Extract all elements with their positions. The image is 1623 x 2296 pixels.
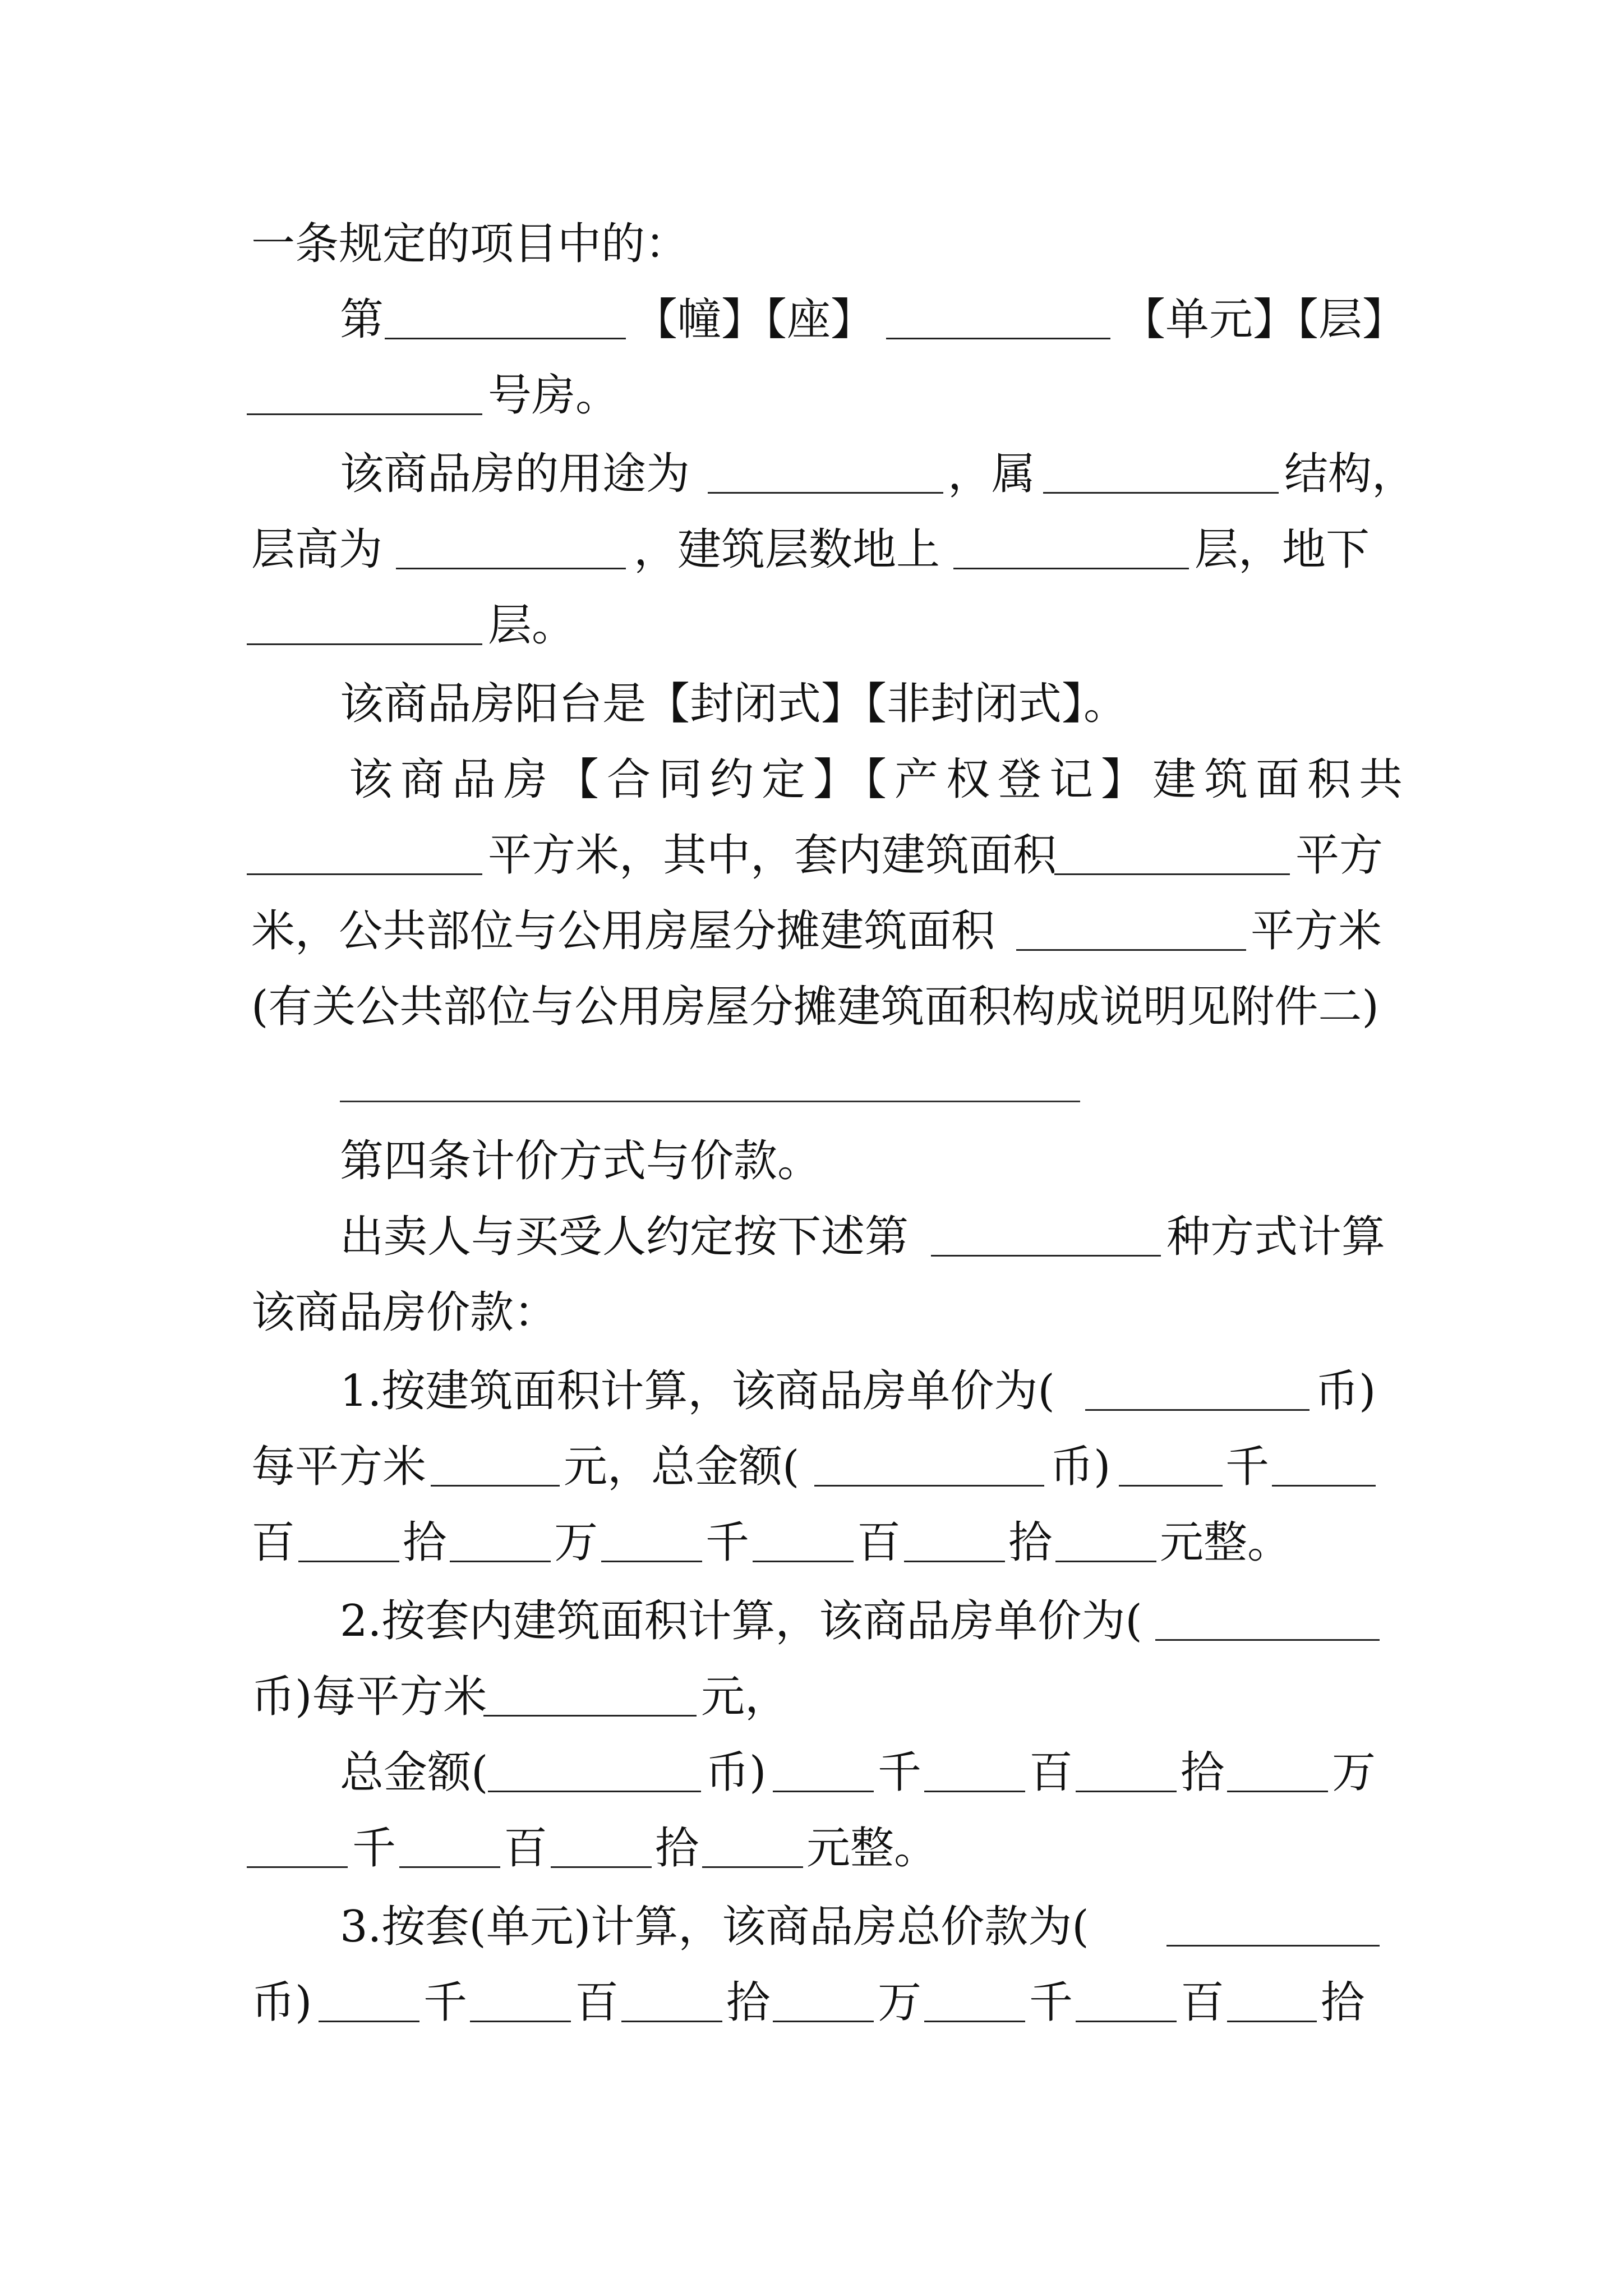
fill-blank[interactable] [431,1485,560,1487]
text-segment: 1.按建筑面积计算，该商品房单价为( [340,1366,1055,1416]
fill-blank[interactable] [1076,1791,1177,1792]
text-line [0,1203,1623,1271]
text-segment: 平方米，其中，套内建筑面积 [488,830,1057,881]
fill-blank[interactable] [773,1791,874,1792]
fill-blank[interactable] [1227,1791,1328,1792]
fill-blank[interactable] [931,1255,1161,1257]
text-segment: 千 [878,1747,922,1798]
fill-blank[interactable] [247,873,482,875]
text-line [0,362,1623,429]
text-segment: 百 [857,1517,901,1568]
text-segment: 层。 [488,600,576,651]
text-segment: 币) [251,1977,312,2028]
text-segment: 拾 [1321,1977,1365,2028]
text-segment: 元整。 [1160,1517,1292,1568]
text-line [0,1893,1623,1961]
text-line [0,440,1623,508]
text-line [0,592,1623,659]
fill-blank[interactable] [708,492,943,494]
fill-blank[interactable] [1054,873,1290,875]
text-segment: 拾 [1181,1747,1225,1798]
text-line [0,1433,1623,1501]
text-segment: 层，地下 [1195,524,1370,575]
text-segment: 种方式计算 [1166,1212,1386,1262]
fill-blank[interactable] [470,2021,571,2022]
text-segment: 第四条计价方式与价款。 [340,1136,822,1186]
text-segment: 号房。 [488,370,620,421]
fill-blank[interactable] [924,2021,1025,2022]
text-segment: 米，公共部位与公用房屋分摊建筑面积 [251,906,995,956]
text-line [0,746,1623,813]
text-segment: 平方 [1295,830,1384,881]
text-segment: 百 [1181,1977,1225,2028]
text-line [0,670,1623,738]
text-line [0,1739,1623,1806]
text-line [0,210,1623,278]
fill-blank[interactable] [385,338,626,339]
fill-blank[interactable] [702,1866,803,1868]
text-line [0,1509,1623,1576]
fill-blank[interactable] [399,1866,500,1868]
text-segment: 百 [251,1517,296,1568]
fill-blank[interactable] [1055,1561,1156,1562]
text-segment: ，属 [948,449,1036,499]
text-segment: 该商品房的用途为 [340,449,690,499]
text-line [0,1358,1623,1425]
fill-blank[interactable] [1085,1409,1310,1411]
fill-blank[interactable] [1227,2021,1317,2022]
fill-blank[interactable] [904,1561,1005,1562]
text-segment: 元整。 [806,1823,938,1874]
text-line [0,898,1623,965]
text-segment: 结构， [1284,449,1416,499]
fill-blank[interactable] [814,1485,1044,1487]
fill-blank[interactable] [319,2021,419,2022]
fill-blank[interactable] [773,2021,874,2022]
text-segment: 万 [878,1977,922,2028]
fill-blank[interactable] [551,1866,652,1868]
text-segment: ，建筑层数地上 [634,524,940,575]
text-segment: 百 [504,1823,548,1874]
text-segment: 币) [1315,1366,1376,1416]
text-segment: 千 [706,1517,750,1568]
fill-blank[interactable] [886,338,1110,339]
text-segment: 元， [701,1672,789,1722]
text-segment: 一条规定的项目中的： [251,219,689,269]
text-line [0,1279,1623,1346]
fill-blank[interactable] [1272,1485,1376,1487]
text-line [0,516,1623,583]
fill-blank[interactable] [924,1791,1025,1792]
text-segment: 百 [1029,1747,1073,1798]
text-segment: 千 [1225,1442,1270,1492]
text-segment: 该商品房价款： [251,1287,558,1338]
text-line [0,1588,1623,1655]
separator-line [340,1101,1080,1102]
text-segment: 每平方米 [251,1442,427,1492]
text-line [0,973,1623,1041]
text-segment: 币) [1050,1442,1111,1492]
fill-blank[interactable] [601,1561,702,1562]
text-segment: 3.按套(单元)计算，该商品房总价款为( [340,1902,1089,1952]
fill-blank[interactable] [1155,1639,1380,1641]
fill-blank[interactable] [488,1791,701,1792]
text-segment: 总金额( [340,1747,488,1798]
text-segment: 平方米 [1251,906,1382,956]
text-line [0,286,1623,353]
text-line [0,1815,1623,1882]
fill-blank[interactable] [1043,492,1279,494]
fill-blank[interactable] [247,1866,348,1868]
text-segment: 拾 [655,1823,699,1874]
text-segment: 【单元】【层】 [1122,295,1407,345]
text-segment: 币)每平方米 [251,1672,487,1722]
text-line [0,822,1623,889]
fill-blank[interactable] [1119,1485,1223,1487]
text-segment: 第 [340,295,384,345]
text-segment: 拾 [1008,1517,1053,1568]
fill-blank[interactable] [953,568,1189,569]
text-segment: 千 [423,1977,468,2028]
fill-blank[interactable] [1016,949,1246,951]
text-segment: 拾 [403,1517,447,1568]
fill-blank[interactable] [247,413,482,415]
text-line [0,1128,1623,1195]
text-segment: 万 [1332,1747,1376,1798]
fill-blank[interactable] [753,1561,854,1562]
text-segment: 千 [1029,1977,1073,2028]
text-line [0,1969,1623,2036]
text-segment: 拾 [726,1977,771,2028]
text-segment: 币) [706,1747,767,1798]
fill-blank[interactable] [450,1561,551,1562]
text-segment: 2.按套内建筑面积计算，该商品房单价为( [340,1596,1142,1646]
text-segment: 该商品房阳台是【封闭式】【非封闭式】。 [340,679,1128,729]
fill-blank[interactable] [1076,2021,1177,2022]
text-line [0,1663,1623,1731]
fill-blank[interactable] [298,1561,399,1562]
fill-blank[interactable] [247,643,482,645]
text-segment: 【幢】【座】 [634,295,875,345]
text-segment: 层高为 [251,524,383,575]
fill-blank[interactable] [483,1715,697,1717]
text-segment: 出卖人与买受人约定按下述第 [340,1212,909,1262]
text-segment: 千 [352,1823,396,1874]
text-segment: (有关公共部位与公用房屋分摊建筑面积构成说明见附件二) [251,982,1379,1032]
fill-blank[interactable] [621,2021,722,2022]
text-segment: 万 [554,1517,598,1568]
text-segment: 元，总金额( [564,1442,800,1492]
text-segment: 百 [575,1977,619,2028]
text-segment: 该商品房【合同约定】【产权登记】建筑面积共 [349,754,1411,805]
fill-blank[interactable] [396,568,626,569]
fill-blank[interactable] [1166,1945,1380,1947]
